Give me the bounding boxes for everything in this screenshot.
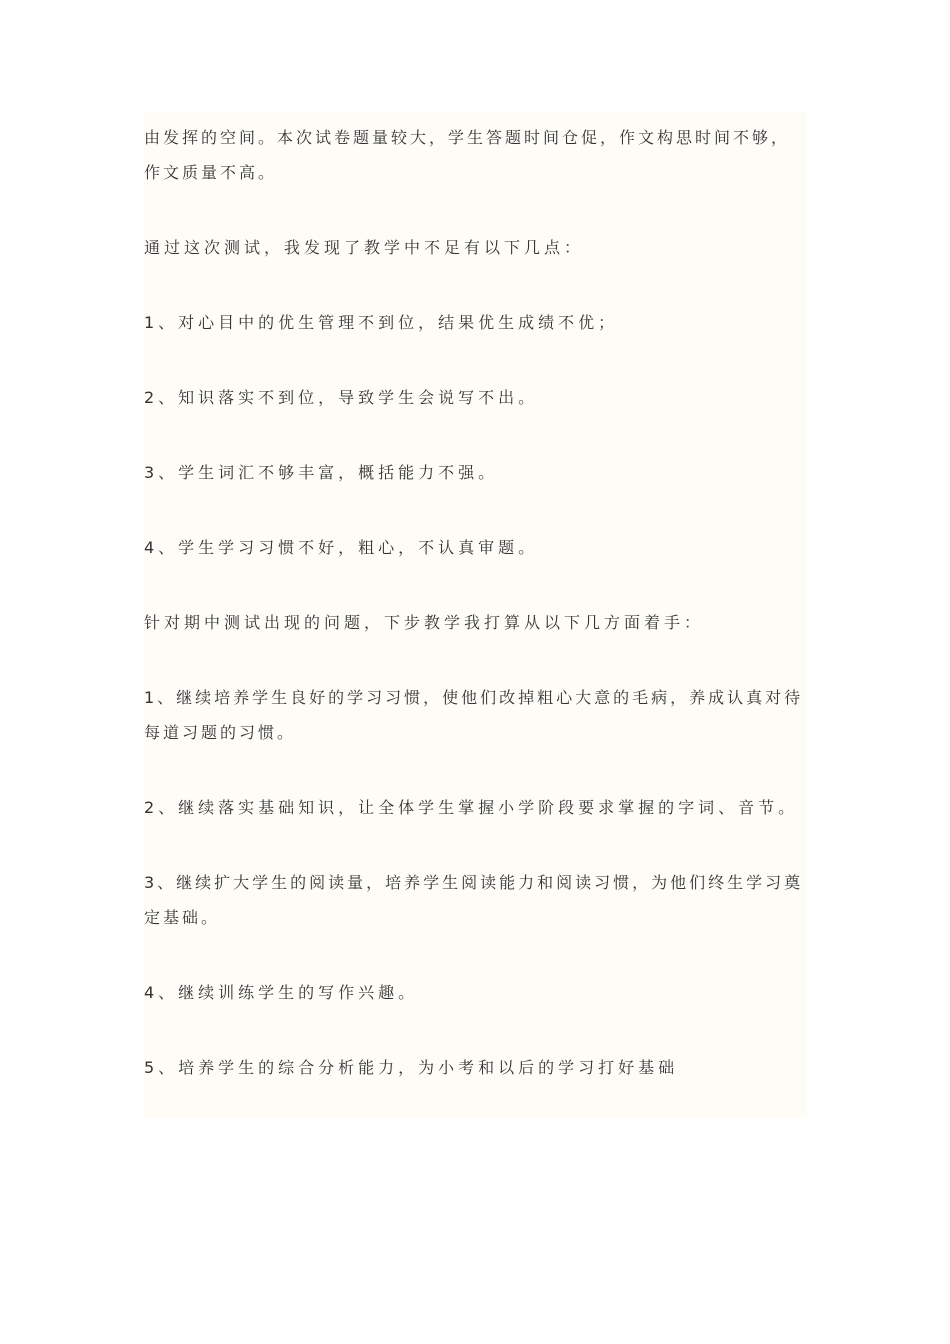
paragraph-plan-2: 2、继续落实基础知识，让全体学生掌握小学阶段要求掌握的字词、音节。 <box>144 798 799 817</box>
paragraph-plan-5: 5、培养学生的综合分析能力，为小考和以后的学习打好基础 <box>144 1058 679 1077</box>
paragraph-plan-1: 1、继续培养学生良好的学习习惯，使他们改掉粗心大意的毛病，养成认真对待每道习题的习惯。 <box>144 688 804 742</box>
paragraph-finding-3: 3、学生词汇不够丰富，概括能力不强。 <box>144 463 499 482</box>
paragraph-essay-note: 由发挥的空间。本次试卷题量较大，学生答题时间仓促，作文构思时间不够，作文质量不高。 <box>144 128 791 182</box>
paragraph-plan-4: 4、继续训练学生的写作兴趣。 <box>144 983 419 1002</box>
paragraph-finding-4: 4、学生学习习惯不好，粗心，不认真审题。 <box>144 538 539 557</box>
paragraph-plan-intro: 针对期中测试出现的问题，下步教学我打算从以下几方面着手： <box>144 613 705 632</box>
paragraph-findings-intro: 通过这次测试，我发现了教学中不足有以下几点： <box>144 238 585 257</box>
paragraph-finding-2: 2、知识落实不到位，导致学生会说写不出。 <box>144 388 539 407</box>
document-body <box>144 112 807 1118</box>
paragraph-plan-3: 3、继续扩大学生的阅读量，培养学生阅读能力和阅读习惯，为他们终生学习奠定基础。 <box>144 873 804 927</box>
paragraph-finding-1: 1、对心目中的优生管理不到位，结果优生成绩不优； <box>144 313 619 332</box>
